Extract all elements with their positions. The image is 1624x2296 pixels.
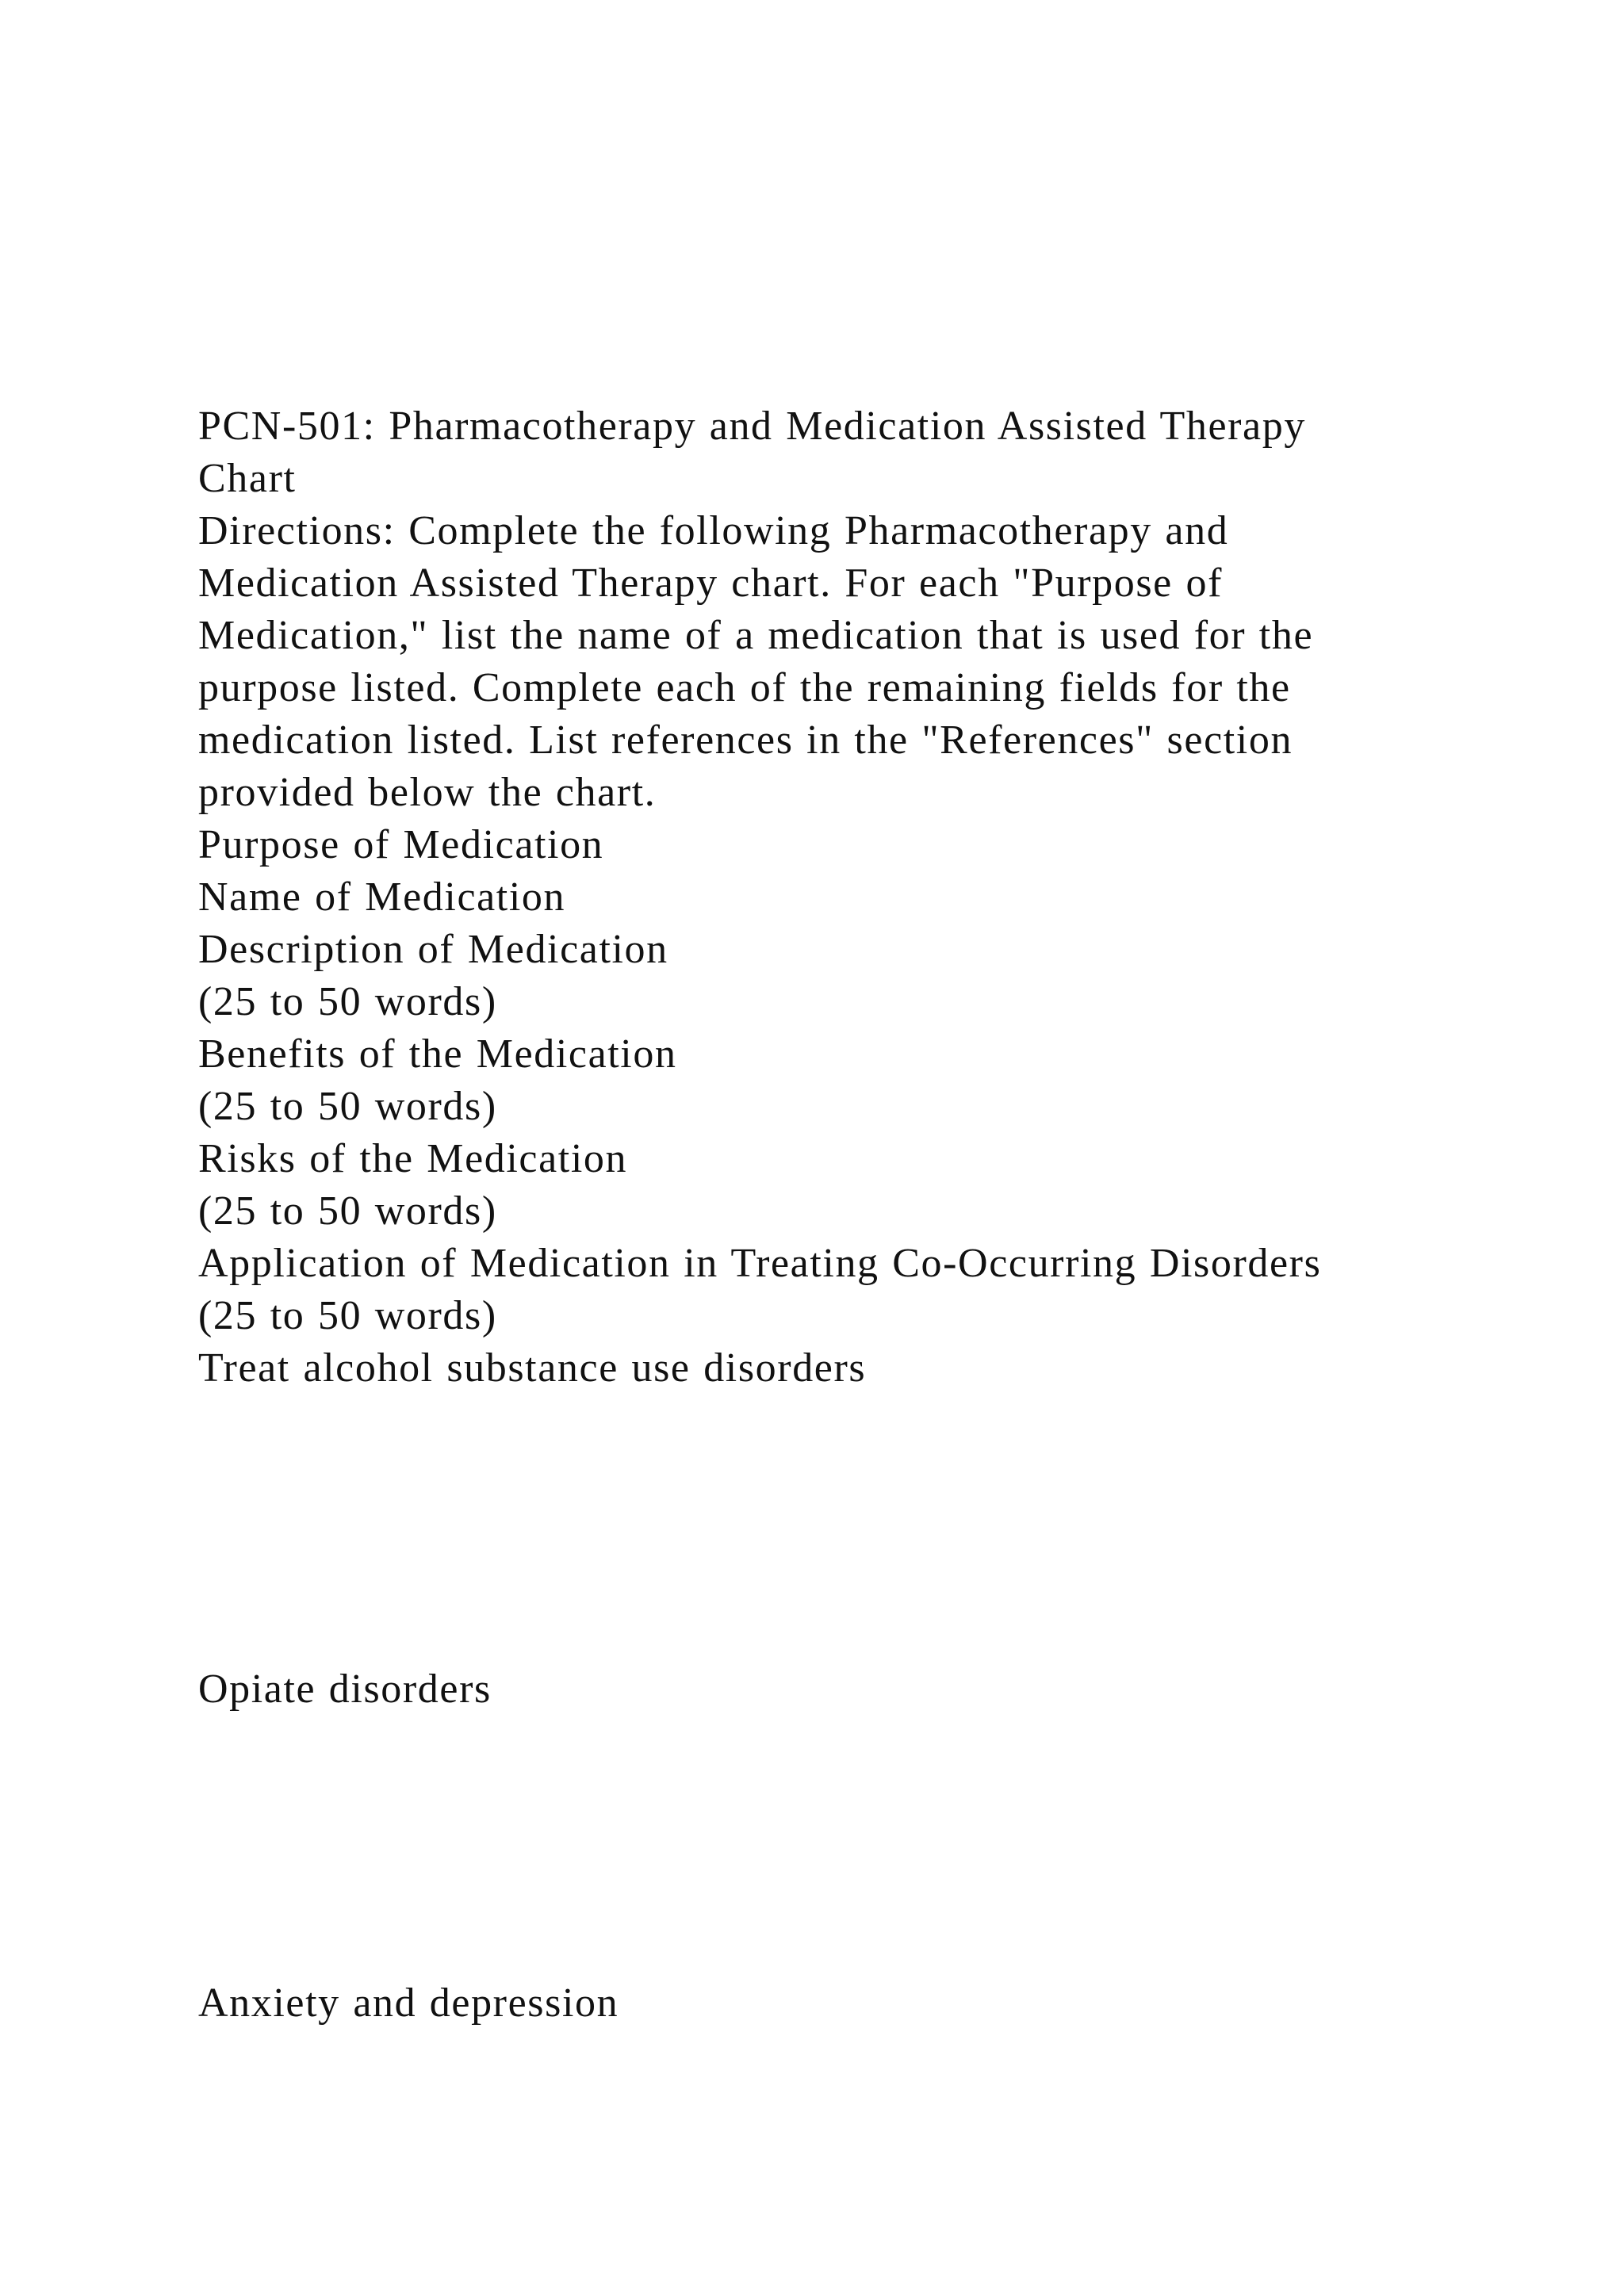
title-line-2: Chart xyxy=(198,456,297,501)
column-header-risks-wordcount: (25 to 50 words) xyxy=(198,1188,497,1234)
directions-line-4: purpose listed. Complete each of the remaining fields for the xyxy=(198,665,1291,710)
directions-line-2: Medication Assisted Therapy chart. For each "Purpose of xyxy=(198,561,1223,606)
column-header-risks: Risks of the Medication xyxy=(198,1136,628,1181)
directions-line-6: provided below the chart. xyxy=(198,770,657,815)
directions-line-3: Medication," list the name of a medication that is used for the xyxy=(198,613,1314,658)
column-header-description-wordcount: (25 to 50 words) xyxy=(198,979,497,1024)
row-label-anxiety-depression: Anxiety and depression xyxy=(198,1980,619,2026)
document-body xyxy=(198,400,1435,1395)
directions-line-1: Directions: Complete the following Pharmacotherapy and xyxy=(198,508,1229,553)
row-label-alcohol: Treat alcohol substance use disorders xyxy=(198,1345,867,1391)
column-header-application-wordcount: (25 to 50 words) xyxy=(198,1293,497,1338)
column-header-benefits: Benefits of the Medication xyxy=(198,1031,677,1077)
column-header-description: Description of Medication xyxy=(198,927,668,972)
column-header-name: Name of Medication xyxy=(198,874,566,920)
column-header-purpose: Purpose of Medication xyxy=(198,822,604,867)
directions-line-5: medication listed. List references in the "References" section xyxy=(198,718,1293,763)
row-label-opiate: Opiate disorders xyxy=(198,1667,492,1712)
column-header-application: Application of Medication in Treating Co-Occurring Disorders xyxy=(198,1241,1322,1286)
column-header-benefits-wordcount: (25 to 50 words) xyxy=(198,1084,497,1129)
title-line-1: PCN-501: Pharmacotherapy and Medication Assisted Therapy xyxy=(198,404,1306,449)
